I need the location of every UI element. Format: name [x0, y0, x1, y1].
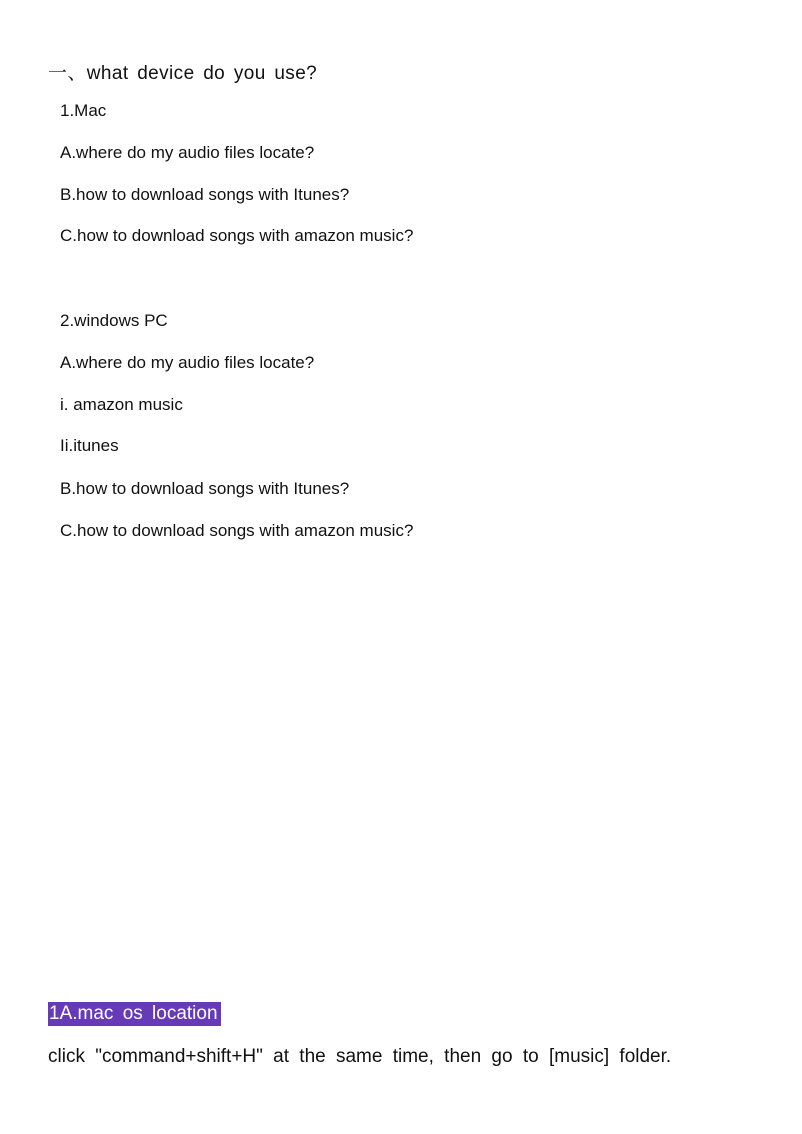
outline-item: i. amazon music — [60, 395, 183, 414]
outline-item: C.how to download songs with amazon music? — [60, 521, 414, 540]
outline-item: C.how to download songs with amazon music? — [60, 226, 414, 245]
outline-item: A.where do my audio files locate? — [60, 353, 315, 372]
document-heading: 一、what device do you use? — [48, 63, 318, 84]
outline-item: A.where do my audio files locate? — [60, 143, 315, 162]
section-heading: 1A.mac os location — [49, 1003, 218, 1024]
instruction-paragraph: click "command+shift+H" at the same time, then go to [music] folder. — [48, 1046, 672, 1067]
outline-item: 2.windows PC — [60, 311, 168, 330]
outline-item: 1.Mac — [60, 101, 107, 120]
outline-item: B.how to download songs with Itunes? — [60, 479, 350, 498]
section-heading-highlight — [48, 1002, 221, 1026]
outline-item: Ii.itunes — [60, 436, 119, 455]
outline-item: B.how to download songs with Itunes? — [60, 185, 350, 204]
